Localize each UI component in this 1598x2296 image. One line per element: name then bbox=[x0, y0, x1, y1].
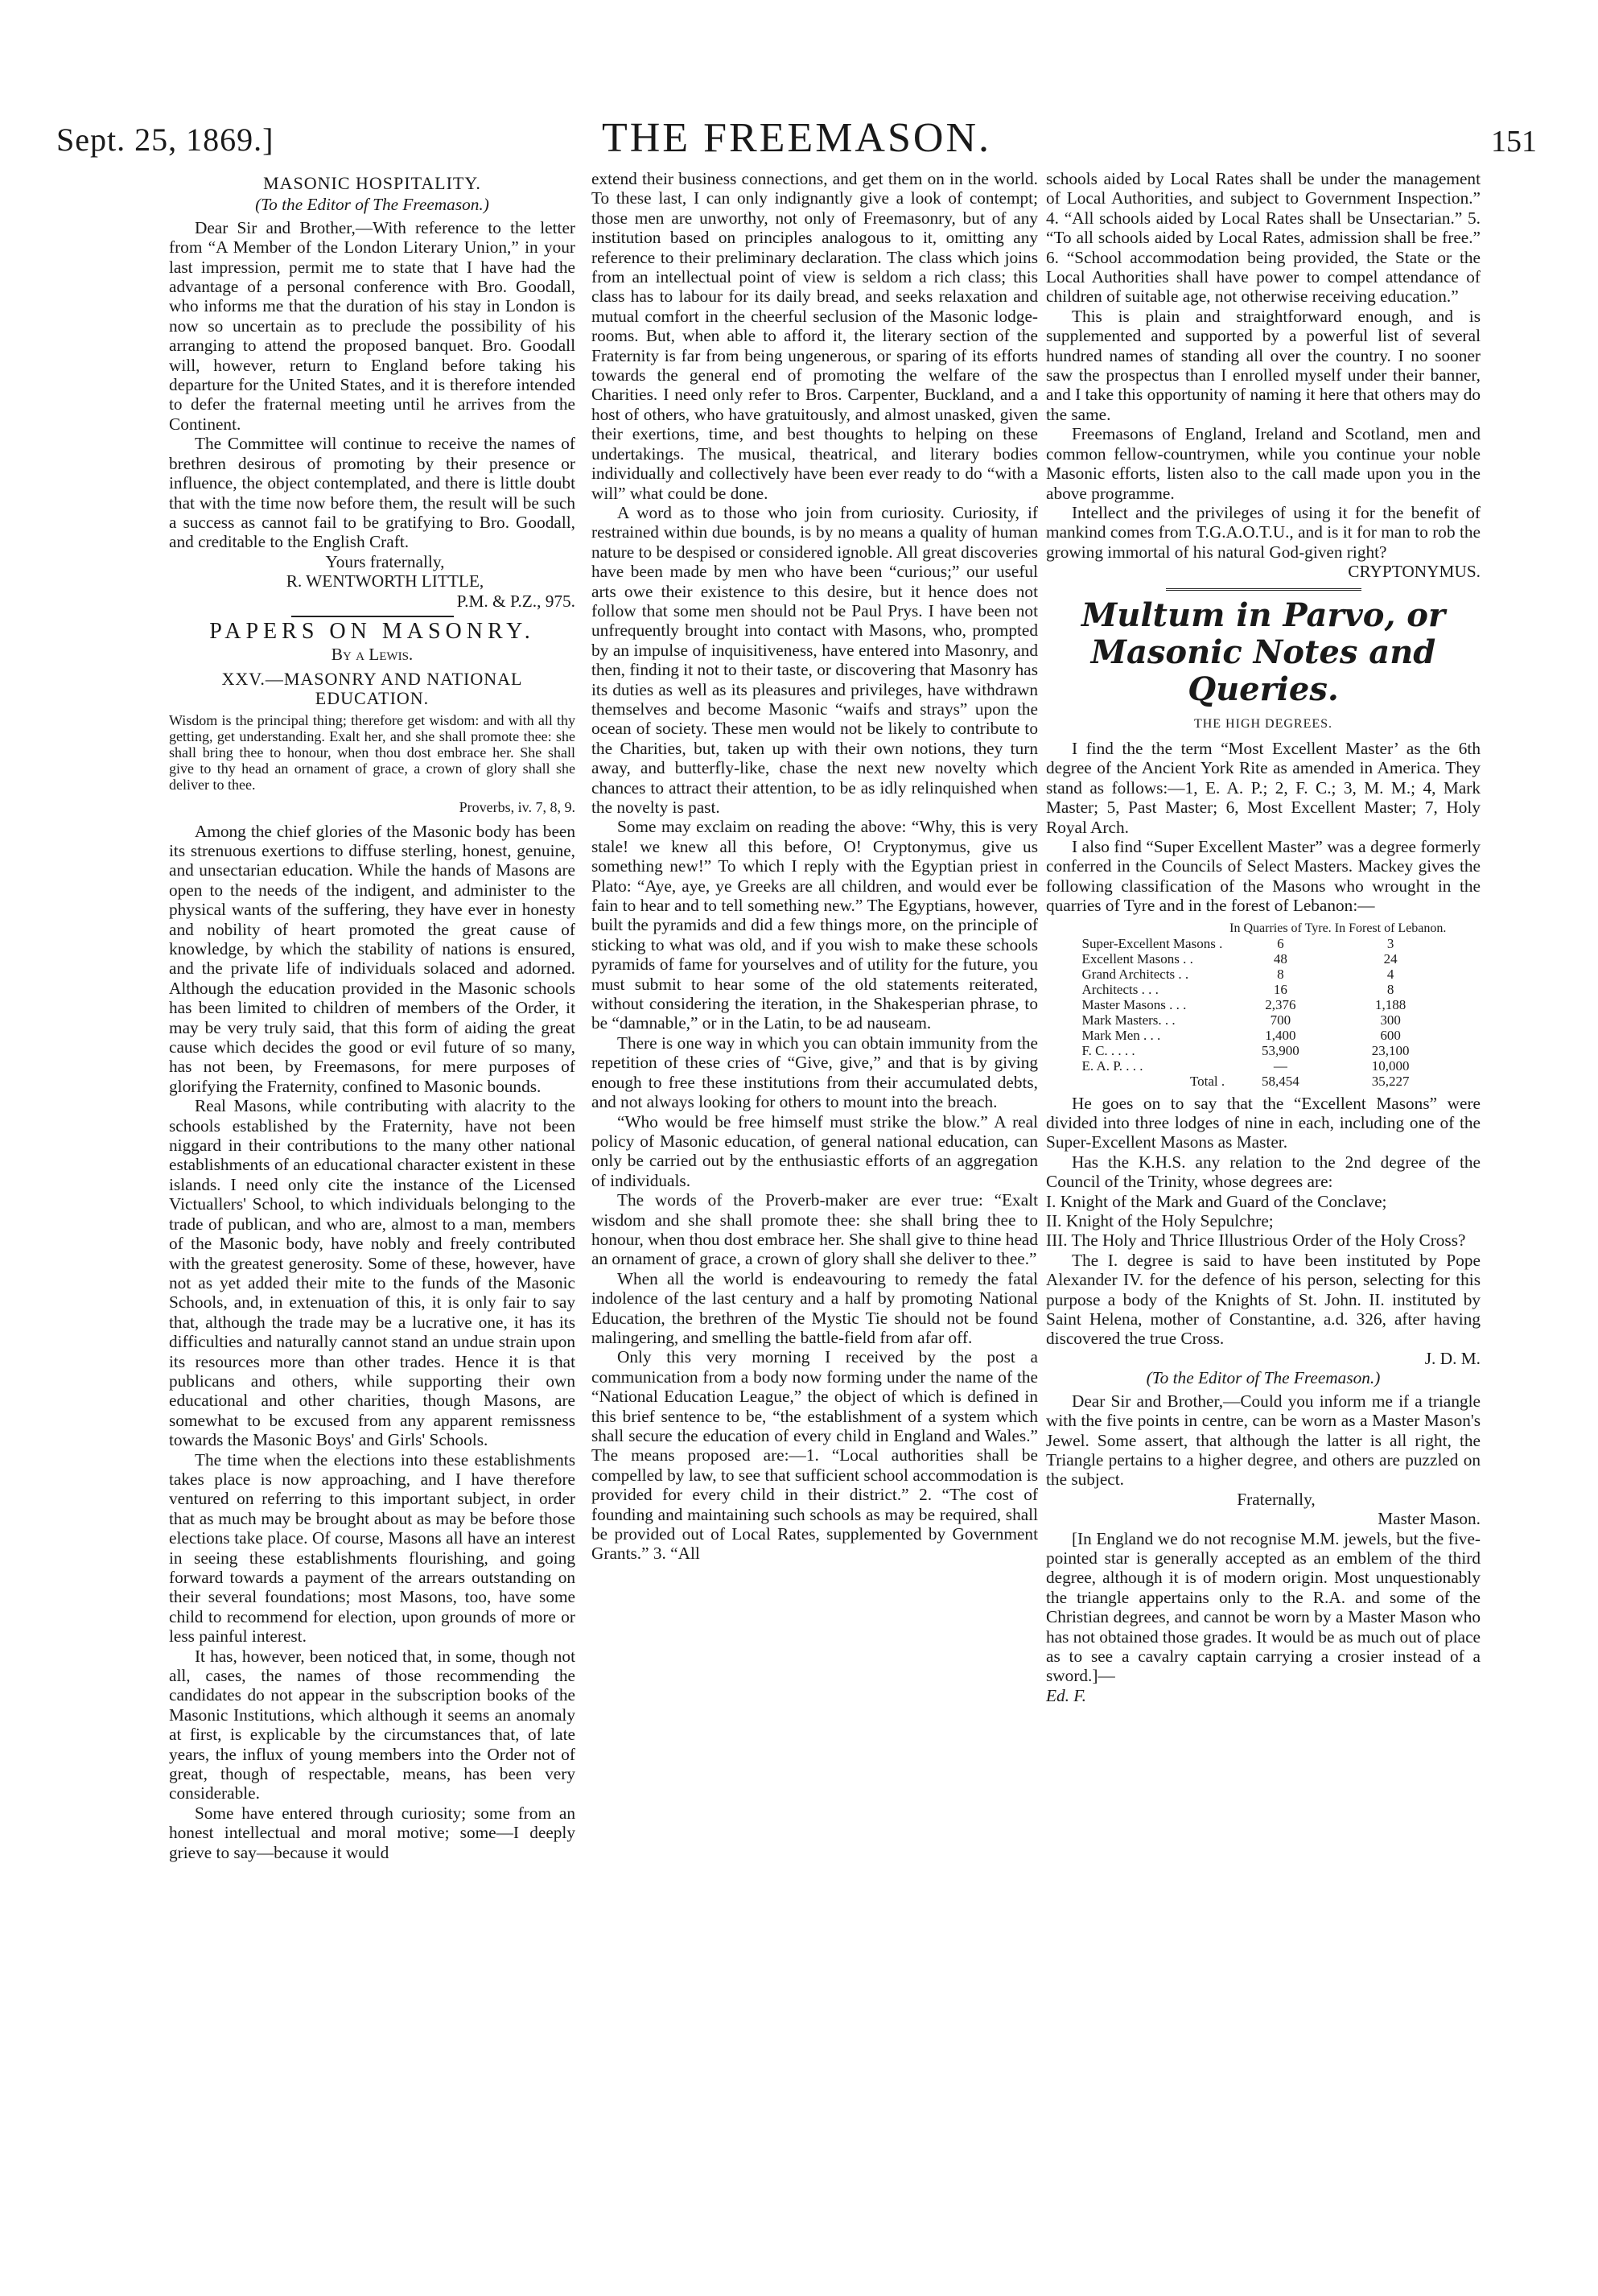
paragraph: Dear Sir and Brother,—With reference to the letter from “A Member of the London Literary Union,” in your last impression, permit me to state that I have had the advantage of a personal conference with Bro. Goodall, who informs me that the duration of his stay in London is now so uncertain as to preclude the possibility of his arranging to attend the proposed banquet. Bro. Goodall will, however, return to England before taking his departure for the United States, and it is therefore intended to defer the fraternal meeting until he arrives from the Continent. bbox=[169, 217, 575, 434]
table-cell: 10,000 bbox=[1371, 1057, 1410, 1074]
table-row bbox=[1079, 997, 1448, 1012]
paragraph: There is one way in which you can obtain immunity from the repetition of these cries of “Give, give,” and that is by giving enough to free these institutions from their accumulated debts, and not always looking for others to mount into the breach. bbox=[591, 1033, 1038, 1112]
paragraph: Among the chief glories of the Masonic body has been its strenuous exertions to diffuse sterling, honest, genuine, and unsectarian education. While the hands of Masons are open to the needs of the indigent, and administer to the physical wants of the suffering, they have ever in honesty and nobility of heart promoted the great cause of knowledge, by which the stability of nations is ensured, and the private life of individuals solaced and adorned. Although the education provided in the Masonic schools has been limited to children of members of the Order, it may be very truly said, that this form of aiding the great cause which decides the good or evil future of so many, has not been, by Freemasons, for mere purposes of glorifying the Fraternity, confined to Masonic bounds. bbox=[169, 821, 575, 1096]
newspaper-title: THE FREEMASON. bbox=[601, 115, 992, 161]
editor-note: [In England we do not recognise M.M. jewels, but the five-pointed star is generally accepted as an emblem of the third degree, although it is of modern origin. Most unquestionably the triangle appertains only to the R.A. and some of the Christian degrees, and cannot be worn by a Master Mason who has not obtained those grades. It would be as much out of place as to see a cavalry captain carrying a crosier instead of a sword.]— bbox=[1046, 1528, 1481, 1686]
byline: By a Lewis. bbox=[331, 645, 414, 665]
paragraph: extend their business connections, and get them on in the world. To these last, I can only indignantly give a look of contempt; those men are unworthy, not only of Freemasonry, but of any institution based on principles analogous to it, omitting any reference to their preliminary declaration. The class which joins from an intellectual point of view is seldom a rich class; this class has to labour for its daily bread, and seeks relaxation and mutual comfort in the cheerful seclusion of the Masonic lodge-rooms. But, when able to afford it, the literary section of the Fraternity is far from being ungenerous, or sparing of its efforts towards the general end of promoting the welfare of the Charities. I need only refer to Bros. Carpenter, Buckland, and a host of others, who have gratuitously, and almost unasked, given their exertions, time, and best thoughts to helping on these undertakings. The musical, theatrical, and literary bodies individually and collectively have been ever ready to do “with a will” what could be done. bbox=[591, 169, 1038, 503]
table-cell: Mark Masters. . . bbox=[1081, 1012, 1176, 1028]
table-cell: 48 bbox=[1273, 950, 1287, 967]
paragraph: Freemasons of England, Ireland and Scotland, men and common fellow-countrymen, while you continue your noble Masonic efforts, listen also to the call made upon you in the above programme. bbox=[1046, 424, 1481, 503]
paragraph: Real Masons, while contributing with alacrity to the schools established by the Fraternity, have not been niggard in their contributions to the many other national establishments of an educational character existent in these islands. I need only cite the instance of the Licensed Victuallers' School, to which individuals belonging to the trade of publican, and who are, almost to a man, members of the Masonic body, have nobly and freely contributed with the greatest generosity. Some of these, however, have not as yet added their mite to the funds of the Masonic Schools, and, in extenuation of this, it is only fair to say that, although the trade may be a lucrative one, it has its difficulties and naturally cannot stand an undue strain upon its resources more than other trades. Hence it is that publicans and others, while supporting their own educational and other charities, though Masons, are somewhat to be excused from any apparent remissness towards the Masonic Boys' and Girls' Schools. bbox=[169, 1096, 575, 1450]
table-row bbox=[1079, 1058, 1448, 1074]
section-title-multum: Multum in Parvo, or Masonic Notes and Queries. bbox=[1081, 596, 1446, 708]
column-1 bbox=[169, 169, 575, 1862]
table-cell: 3 bbox=[1386, 935, 1394, 951]
masthead bbox=[56, 97, 1537, 169]
table-row bbox=[1079, 1028, 1448, 1043]
paragraph: Some have entered through curiosity; some from an honest intellectual and moral motive; some—I deeply grieve to say—because it would bbox=[169, 1803, 575, 1862]
table-cell: 700 bbox=[1270, 1012, 1291, 1028]
paragraph: When all the world is endeavouring to remedy the fatal indolence of the last century and a half by promoting National Education, the brethren of the Mystic Tie should not be found malingering, and smelling the battle-field from afar off. bbox=[591, 1268, 1038, 1347]
degree-item: III. The Holy and Thrice Illustrious Order of the Holy Cross? bbox=[1046, 1230, 1466, 1251]
table-body bbox=[1079, 936, 1448, 1089]
table-cell: 16 bbox=[1273, 981, 1287, 997]
table-cell: Master Masons . . . bbox=[1081, 996, 1187, 1012]
signature-name: R. WENTWORTH LITTLE, bbox=[286, 571, 484, 592]
paragraph: Intellect and the privileges of using it for the benefit of mankind comes from T.G.A.O.T.U., and is it for man to rob the growing immortal of his natural God-given right? bbox=[1046, 502, 1481, 562]
paragraph: This is plain and straightforward enough, and is supplemented and supported by a powerful list of several hundred names of standing all over the country. I no sooner saw the prospectus than I enrolled myself under their banner, and I take this opportunity of naming it here that others may do the same. bbox=[1046, 306, 1481, 424]
table-cell: Grand Architects . . bbox=[1081, 966, 1189, 982]
issue-date: Sept. 25, 1869.] bbox=[56, 122, 274, 158]
table-cell: 4 bbox=[1386, 966, 1394, 982]
epigraph: Wisdom is the principal thing; therefore get wisdom: and with all thy getting, get understanding. Exalt her, and she shall promote thee: she shall bring thee to honour, when thou dost embrace her. She shall give to thy head an ornament of grace, a crown of glory shall she deliver to thee. bbox=[169, 711, 575, 793]
table-cell: 53,900 bbox=[1262, 1042, 1299, 1058]
epigraph-source: Proverbs, iv. 7, 8, 9. bbox=[459, 798, 575, 815]
signature-rank: P.M. & P.Z., 975. bbox=[456, 591, 575, 611]
table-cell: — bbox=[1273, 1057, 1287, 1074]
signature-jdm: J. D. M. bbox=[1424, 1348, 1481, 1368]
table-row bbox=[1079, 982, 1448, 997]
paragraph: schools aided by Local Rates shall be under the management of Local Authorities, and subject to Government Inspection.” 4. “All schools aided by Local Rates shall be Unsectarian.” 5. “To all schools aided by Local Rates, admission shall be free.” 6. “School accommodation being provided, the State or the Local Authorities shall have power to compel attendance of children of suitable age, not otherwise receiving education.” bbox=[1046, 169, 1481, 307]
table-header-row bbox=[1079, 921, 1448, 936]
paragraph: “Who would be free himself must strike the blow.” A real policy of Masonic education, of general national education, can only be carried out by the enthusiastic efforts of an aggregation of individuals. bbox=[591, 1111, 1038, 1190]
paragraph: He goes on to say that the “Excellent Masons” were divided into three lodges of nine in each, including one of the Super-Excellent Masons as Master. bbox=[1046, 1093, 1481, 1152]
table-cell: 1,400 bbox=[1265, 1027, 1296, 1043]
paragraph: Only this very morning I received by the post a communication from a body now forming under the name of the “National Education League,” the object of which is defined in this brief sentence to be, “the establishment of a system which shall secure the education of every child in England and Wales.” The means proposed are:—1. “Local authorities shall be compelled by law, to see that sufficient school accommodation is provided for every child in their district.” 2. “The cost of founding and maintaining such schools as may be required, shall be provided out of Local Rates, supplemented by Government Grants.” 3. “All bbox=[591, 1347, 1038, 1564]
paragraph: The words of the Proverb-maker are ever true: “Exalt wisdom and she shall promote thee: she shall bring thee to honour, when thou dost embrace her. She shall give to thine head an ornament of grace, a crown of glory shall she deliver to thee.” bbox=[591, 1190, 1038, 1269]
table-cell: 58,454 bbox=[1262, 1073, 1299, 1089]
table-row bbox=[1079, 951, 1448, 967]
table-cell: 8 bbox=[1386, 981, 1394, 997]
table-cell: F. C. . . . . bbox=[1081, 1042, 1135, 1058]
table-header: In Forest of Lebanon. bbox=[1334, 921, 1447, 935]
column-3 bbox=[1046, 169, 1481, 1705]
divider bbox=[1166, 588, 1361, 591]
table-cell: 23,100 bbox=[1371, 1042, 1410, 1058]
signature-master-mason: Master Mason. bbox=[1378, 1509, 1481, 1529]
section-title-papers: PAPERS ON MASONRY. bbox=[209, 618, 535, 644]
chapter-title: XXV.—MASONRY AND NATIONAL EDUCATION. bbox=[221, 668, 523, 709]
article-subtitle: (To the Editor of The Freemason.) bbox=[255, 195, 489, 215]
paragraph: The time when the elections into these establishments takes place is now approaching, and I have therefore ventured on referring to this important subject, in order that as much may be brought about as may be before those elections take place. Of course, Masons all have an interest in seeing these establishments flourishing, and going forward towards a payment of the arrears outstanding on their several foundations; most Masons, too, have some child to recommend for election, upon grounds of more or less painful interest. bbox=[169, 1449, 575, 1647]
table-cell: 300 bbox=[1380, 1012, 1401, 1028]
table-cell: E. A. P. . . . bbox=[1081, 1057, 1143, 1074]
page-number: 151 bbox=[1491, 125, 1537, 159]
paragraph: The I. degree is said to have been instituted by Pope Alexander IV. for the defence of his person, selecting for this purpose a body of the Knights of St. John. II. instituted by Saint Helena, mother of Constantine, a.d. 326, after having discovered the true Cross. bbox=[1046, 1250, 1481, 1349]
table-cell: Mark Men . . . bbox=[1081, 1027, 1161, 1043]
table-row bbox=[1079, 936, 1448, 951]
article-title-hospitality: MASONIC HOSPITALITY. bbox=[263, 173, 481, 193]
divider bbox=[291, 616, 454, 617]
degree-item: I. Knight of the Mark and Guard of the Conclave; bbox=[1046, 1191, 1387, 1211]
article-subtitle: (To the Editor of The Freemason.) bbox=[1146, 1368, 1381, 1388]
table-row bbox=[1079, 1043, 1448, 1058]
editor-signature: Ed. F. bbox=[1046, 1685, 1086, 1705]
signature-cryptonymus: CRYPTONYMUS. bbox=[1348, 562, 1481, 582]
table-cell: 8 bbox=[1277, 966, 1284, 982]
table-row bbox=[1079, 967, 1448, 982]
table-header: In Quarries of Tyre. bbox=[1229, 921, 1332, 935]
paragraph: Some may exclaim on reading the above: “Why, this is very stale! we knew all this before, O! Cryptonymus, give us something new!” To which I reply with the Egyptian priest in Plato: “Aye, aye, ye Greeks are all children, and would ever be fain to hear and to tell something new.” The Egyptians, however, built the pyramids and did a few things more, on the principle of sticking to what was old, and if you wish to make these schools pyramids of fame for yourselves and of utility for the future, you must submit to hear some of the old statements reiterated, without considering the iteration, in the Shakesperian phrase, to be “damnable,” or in the Latin, to be ad nauseam. bbox=[591, 817, 1038, 1033]
paragraph: A word as to those who join from curiosity. Curiosity, if restrained within due bounds, is by no means a quality of human nature to be despised or considered ignoble. All great discoveries have been made by men who have been “curious;” our useful arts owe their existence to this desire, but it hence does not follow that some men should not be Paul Prys. I have been not unfrequently brought into contact with Masons, who, prompted by an impulse of inquisitiveness, have entered into Masonry, and then, finding it not to their taste, or discovering that Masonry has its duties as well as its pleasures and privileges, have withdrawn themselves and become Masonic “waifs and strays” upon the ocean of society. These men would not be likely to contribute to the Charities, but, taken up with their own notions, they turn away, and butterfly-like, chase the next new novelty which chances to attract their attention, to be as idly relinquished when the novelty is past. bbox=[591, 502, 1038, 817]
column-2 bbox=[591, 169, 1038, 1564]
paragraph: Has the K.H.S. any relation to the 2nd degree of the Council of the Trinity, whose degrees are: bbox=[1046, 1152, 1481, 1192]
subsection-title: THE HIGH DEGREES. bbox=[1193, 716, 1333, 731]
table-cell: 35,227 bbox=[1371, 1073, 1410, 1089]
paragraph: It has, however, been noticed that, in some, though not all, cases, the names of those recommending the candidates do not appear in the subscription books of the Masonic Institutions, which although it seems an anomaly at first, is explicable by the circumstances that, of late years, the influx of young members into the Order not of great, though of respectable, means, has been very considerable. bbox=[169, 1646, 575, 1803]
table-total-row bbox=[1079, 1074, 1448, 1089]
masons-table bbox=[1079, 921, 1448, 1089]
paragraph: Dear Sir and Brother,—Could you inform me if a triangle with the five points in centre, can be worn as a Master Mason's Jewel. Some assert, that although the latter is all right, the Triangle pertains to a higher degree, and others are puzzled on the subject. bbox=[1046, 1391, 1481, 1490]
table-cell: Excellent Masons . . bbox=[1081, 950, 1193, 967]
table-cell: Total . bbox=[1189, 1073, 1225, 1089]
paragraph: I find the the term “Most Excellent Master’ as the 6th degree of the Ancient York Rite as amended in America. They stand as follows:—1, E. A. P.; 2, F. C.; 3, M. M.; 4, Mark Master; 5, Past Master; 6, Most Excellent Master; 7, Holy Royal Arch. bbox=[1046, 738, 1481, 837]
table-cell: 24 bbox=[1383, 950, 1398, 967]
table-cell: 600 bbox=[1380, 1027, 1401, 1043]
table-cell: Architects . . . bbox=[1081, 981, 1159, 997]
table-cell: 1,188 bbox=[1374, 996, 1406, 1012]
table-cell: 6 bbox=[1277, 935, 1284, 951]
degree-item: II. Knight of the Holy Sepulchre; bbox=[1046, 1211, 1274, 1231]
table-row bbox=[1079, 1012, 1448, 1028]
closing: Yours fraternally, bbox=[325, 551, 445, 571]
table-cell: 2,376 bbox=[1265, 996, 1296, 1012]
paragraph: The Committee will continue to receive the names of brethren desirous of promoting by their presence or influence, the object contemplated, and there is little doubt that with the time now before them, the result will be such a success as cannot fail to be gratifying to Bro. Goodall, and creditable to the English Craft. bbox=[169, 434, 575, 552]
closing: Fraternally, bbox=[1237, 1489, 1316, 1509]
table-header-blank bbox=[1079, 921, 1229, 936]
paragraph: I also find “Super Excellent Master” was a degree formerly conferred in the Councils of Select Masters. Mackey gives the following classification of the Masons who wrought in the quarries of Tyre and in the forest of Lebanon:— bbox=[1046, 836, 1481, 916]
table-cell: Super-Excellent Masons . bbox=[1081, 935, 1223, 951]
